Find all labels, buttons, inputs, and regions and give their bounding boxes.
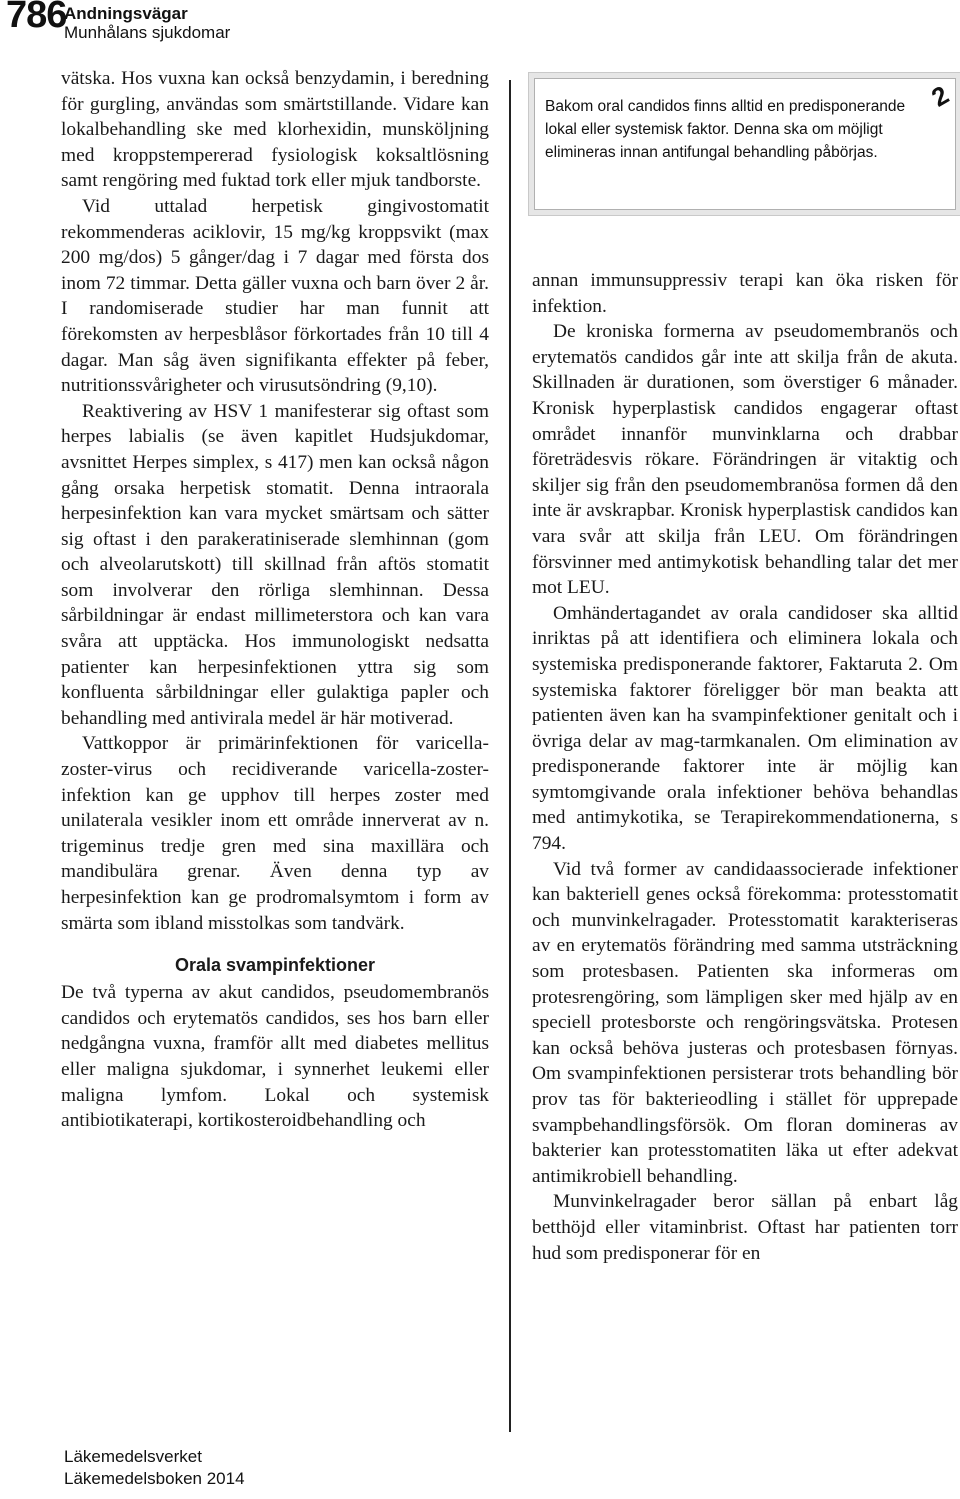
book-title: Läkemedelsboken 2014 [64,1469,245,1488]
chapter-title: Andningsvägar [64,4,188,23]
publisher: Läkemedelsverket [64,1447,202,1466]
page-footer [64,1446,245,1490]
fact-box [534,78,956,210]
left-column [61,66,489,1134]
page-number: 786 [6,0,67,36]
paragraph: Omhändertagandet av orala candidoser ska alltid inriktas på att identifiera och eliminera lokala och systemiska predisponerande faktorer, Faktaruta 2. Om systemiska faktorer föreligger bör man beakta att patienten även kan ha svampinfektioner genitalt och i övriga delar av mag-tarmkanalen. Om elimination av predisponerande faktorer inte är möjlig kan symtomgivande orala infektioner behöva behandlas med antimykotika, se Terapirekommendationerna, s 794. [532,602,958,855]
paragraph: De kroniska formerna av pseudomembranös och erytematös candidos går inte att skilja från de akuta. Skillnaden är durationen, som överstiger 6 månader. Kronisk hyperplastisk candidos engagerar oftast området innanför munvinklarna och drabbar företrädesvis rökare. Förändringen är vitaktig och skiljer sig från den pseudomembranösa formen då den inte är avskrapbar. Kronisk hyperplastisk candidos kan vara svår att skilja från LEU. Om förändringen försvinner med antimykotisk behandling talar det mer mot LEU. [532,321,958,599]
paragraph: annan immunsuppressiv terapi kan öka risken för infektion. [532,270,958,317]
paragraph: Reaktivering av HSV 1 manifesterar sig oftast som herpes labialis (se även kapitlet Hudsjukdomar, avsnittet Herpes simplex, s 417) men kan också någon gång orsaka herpetisk stomatit. Denna intraorala herpesinfektion kan vara mycket smärtsam och sätter sig oftast i den parakeratiniserade slemhinnan (gom och alveolarutskott) till skillnad från aftös stomatit som involverar den rörliga slemhinnan. Dessa sårbildningar är endast millimeterstora och kan vara svåra att upptäcka. Hos immunologiskt nedsatta patienter kan herpesinfektionen yttra sig som konfluenta sårbildningar eller gulaktiga papler och behandling med antivirala medel är här motiverad. [61,400,489,729]
section-heading: Orala svampinfektioner [174,955,376,976]
paragraph: vätska. Hos vuxna kan också benzydamin, i beredning för gurgling, användas som smärtstillande. Vidare kan lokalbehandling ske med klorhexidin, munsköljning med kroppstempererad fysiologisk koksaltlösning samt rengöring med fuktad tork eller mjuk tandborste. [61,68,489,192]
paragraph: Vid två former av candidaassocierade infektioner kan bakteriell genes också förekomma: protesstomatit och munvinkelragader. Protesstomatit karakteriseras av en erytematös förändring med samma utsträckning som protesbasen. Patienten ska informeras om protesrengöring, som lämpligen sker med hjälp av en speciell protesborste och rengöringsvätska. Protesen kan också behöva justeras och protesbasen förnyas. Om svampinfektionen persisterar trots behandling bör prov tas för bakterieodling i stället för upprepade svampbehandlingsförsök. Om floran domineras av bakterier kan protesstomatiten läka ut efter adekvat antimikrobiell behandling. [532,858,958,1187]
column-divider [509,80,511,1432]
paragraph: Vattkoppor är primärinfektionen för varicella-zoster-virus och recidiverande varicella-zoster-infektion kan ge upphov till herpes zoster med unilaterala vesikler inom ett område innerverat av n. trigeminus tredje gren med sina maxillära och mandibulära grenar. Även denna typ av herpesinfektion kan ge prodromalsymtom i form av smärta som ibland misstolkas som tandvärk. [61,733,489,934]
fact-box-number: 2 [925,79,954,113]
fact-box-text: Bakom oral candidos finns alltid en predisponerande lokal eller systemisk faktor. Denna ska om möjligt elimineras innan antifungal behandling påbörjas. [545,98,906,161]
paragraph: De två typerna av akut candidos, pseudomembranös candidos och erytematös candidos, ses hos barn eller nedgångna vuxna, framför allt med diabetes mellitus eller maligna sjukdomar, i synnerhet leukemi eller maligna lymfom. Lokal och systemisk antibiotikaterapi, kortikosteroidbehandling och [61,982,489,1132]
page-header [0,0,960,50]
paragraph: Munvinkelragader beror sällan på enbart låg betthöjd eller vitaminbrist. Oftast har patienten torr hud som predisponerar för en [532,1191,958,1264]
section-title: Munhålans sjukdomar [64,23,231,42]
paragraph: Vid uttalad herpetisk gingivostomatit rekommenderas aciklovir, 15 mg/kg kroppsvikt (max 200 mg/dos) 5 gånger/dag i 7 dagar med första dos inom 72 timmar. Detta gäller vuxna och barn över 2 år. I randomiserade studier har man funnit att förekomsten av herpesblåsor förkortades från 10 till 4 dagar. Man såg även signifikanta effekter på feber, nutritionssvårigheter och virusutsöndring (9,10). [61,195,489,397]
right-column [532,268,958,1266]
running-header [64,4,230,42]
